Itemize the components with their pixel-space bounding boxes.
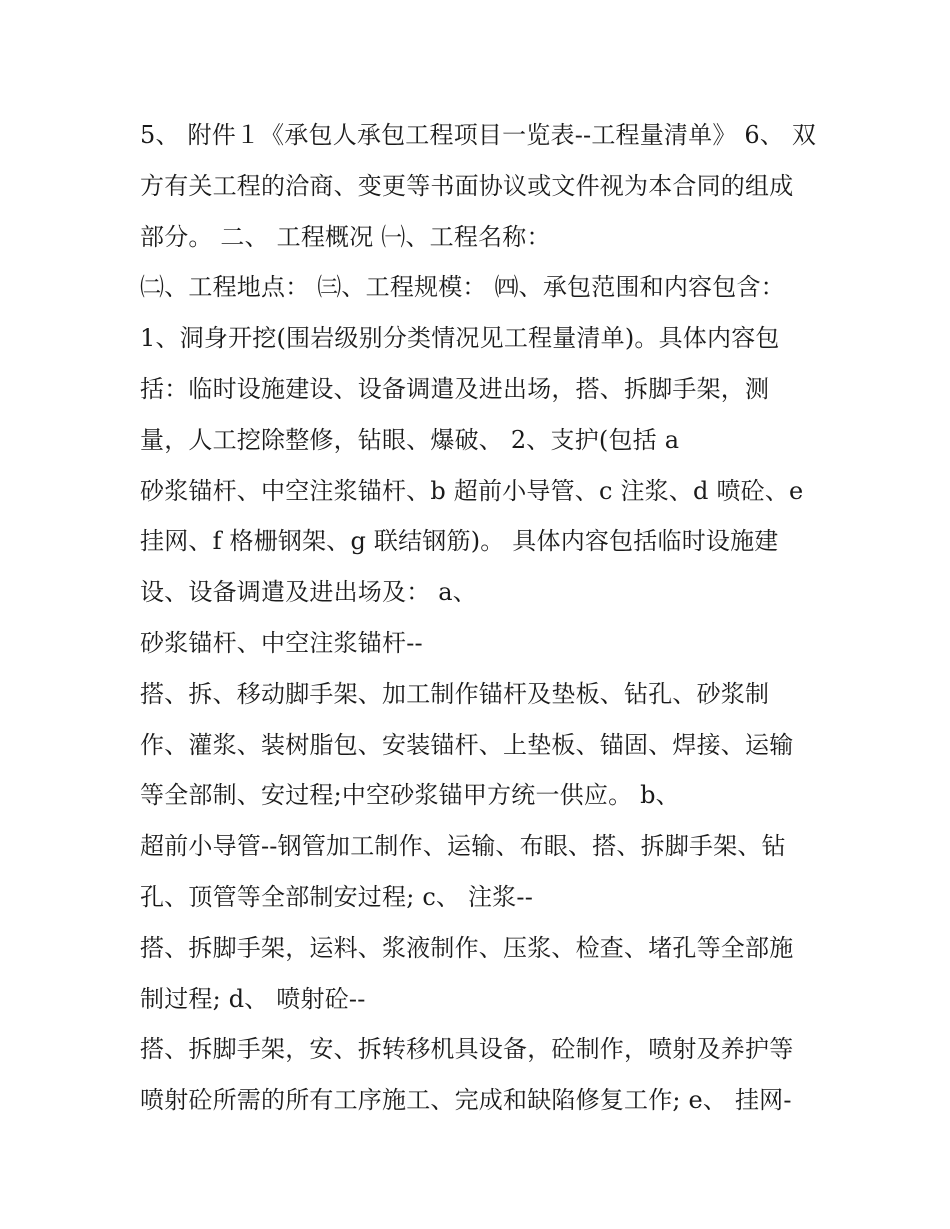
text-line-9: 挂网、f 格栅钢架、g 联结钢筋)。 具体内容包括临时设施建 xyxy=(140,527,779,556)
text-line-3: 部分。 二、 工程概况 ㈠、工程名称： xyxy=(140,222,551,251)
text-line-12: 搭、拆、移动脚手架、加工制作锚杆及垫板、钻孔、砂浆制 xyxy=(140,679,770,708)
text-line-10: 设、设备调遣及进出场及： a、 xyxy=(140,578,477,607)
text-line-14: 等全部制、安过程;中空砂浆锚甲方统一供应。 b、 xyxy=(140,781,680,810)
text-line-8: 砂浆锚杆、中空注浆锚杆、b 超前小导管、c 注浆、d 喷砼、e xyxy=(140,476,804,505)
text-line-13: 作、灌浆、装树脂包、安装锚杆、上垫板、锚固、焊接、运输 xyxy=(140,730,794,759)
text-line-6: 括：临时设施建设、设备调遣及进出场，搭、拆脚手架，测 xyxy=(140,374,770,403)
text-line-18: 制过程; d、 喷射砼-- xyxy=(140,984,366,1013)
text-line-15: 超前小导管--钢管加工制作、运输、布眼、搭、拆脚手架、钻 xyxy=(140,832,786,861)
text-line-19: 搭、拆脚手架，安、拆转移机具设备，砼制作，喷射及养护等 xyxy=(140,1035,794,1064)
text-line-5: 1、洞身开挖(围岩级别分类情况见工程量清单)。具体内容包 xyxy=(140,324,780,353)
text-line-1: 5、 附件１《承包人承包工程项目一览表--工程量清单》 6、 双 xyxy=(140,121,817,149)
text-line-17: 搭、拆脚手架，运料、浆液制作、压浆、检查、堵孔等全部施 xyxy=(140,933,794,962)
text-line-4: ㈡、工程地点： ㈢、工程规模： ㈣、承包范围和内容包含： xyxy=(140,273,785,302)
text-line-20: 喷射砼所需的所有工序施工、完成和缺陷修复工作; e、 挂网- xyxy=(140,1086,792,1115)
text-line-16: 孔、顶管等全部制安过程; c、 注浆-- xyxy=(140,882,534,911)
text-line-11: 砂浆锚杆、中空注浆锚杆-- xyxy=(140,628,423,657)
text-line-2: 方有关工程的洽商、变更等书面协议或文件视为本合同的组成 xyxy=(140,171,794,200)
text-line-7: 量，人工挖除整修，钻眼、爆破、 2、支护(包括 a xyxy=(140,425,680,454)
contract-text-block xyxy=(140,110,830,1126)
